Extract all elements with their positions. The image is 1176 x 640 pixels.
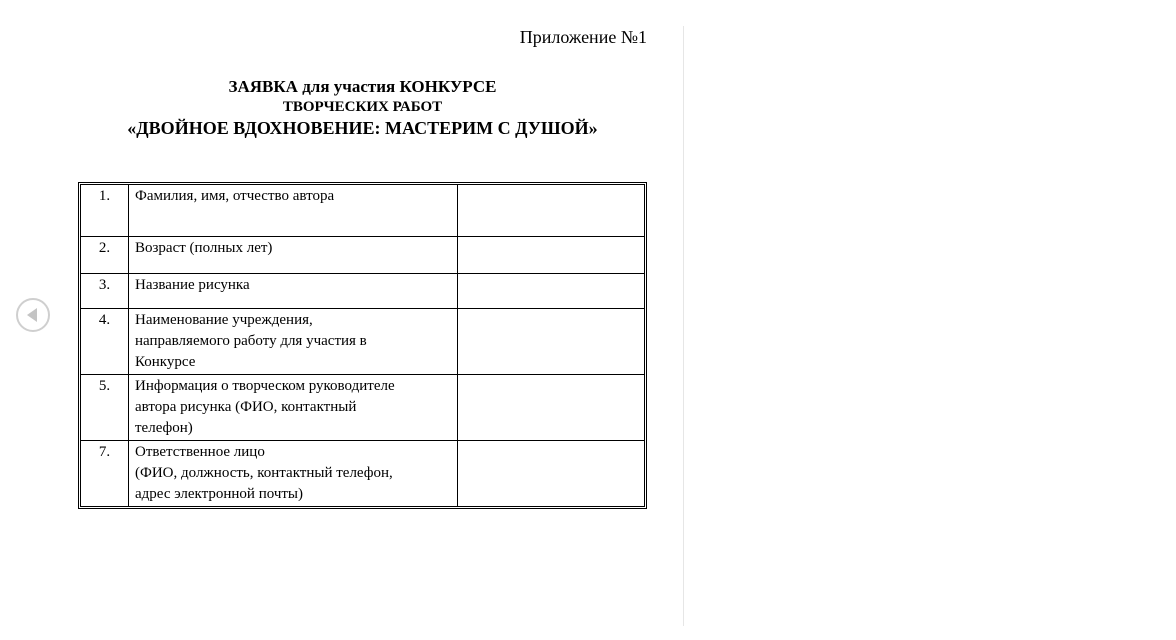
table-row — [81, 441, 645, 507]
row-label-line: автора рисунка (ФИО, контактный — [135, 399, 357, 415]
table-row — [81, 309, 645, 375]
row-value-cell[interactable] — [458, 441, 645, 507]
row-label — [129, 309, 458, 375]
chevron-left-icon — [27, 308, 37, 322]
table-row — [81, 375, 645, 441]
row-label — [129, 441, 458, 507]
row-value-cell[interactable] — [458, 375, 645, 441]
row-label-line: направляемого работу для участия в — [135, 333, 367, 349]
row-label-line: Наименование учреждения, — [135, 312, 313, 328]
row-label — [129, 185, 458, 237]
title-line-3: «ДВОЙНОЕ ВДОХНОВЕНИЕ: МАСТЕРИМ С ДУШОЙ» — [127, 118, 598, 138]
row-value-cell[interactable] — [458, 309, 645, 375]
appendix-label: Приложение №1 — [519, 27, 647, 47]
title-line-1: ЗАЯВКА для участия КОНКУРСЕ — [228, 77, 497, 96]
row-label-line: Название рисунка — [135, 277, 250, 293]
row-number: 4. — [81, 309, 129, 375]
page-divider — [683, 26, 684, 626]
row-label — [129, 274, 458, 309]
row-label — [129, 237, 458, 274]
row-label-line: Возраст (полных лет) — [135, 240, 273, 256]
title-line-2: ТВОРЧЕСКИХ РАБОТ — [282, 99, 443, 115]
row-label-line: Ответственное лицо — [135, 444, 265, 460]
row-number: 2. — [81, 237, 129, 274]
application-form-table — [78, 182, 647, 509]
row-number: 7. — [81, 441, 129, 507]
previous-page-button[interactable] — [16, 298, 50, 332]
row-number: 1. — [81, 185, 129, 237]
row-number: 3. — [81, 274, 129, 309]
row-label-line: адрес электронной почты) — [135, 486, 304, 502]
document-title — [78, 77, 647, 139]
row-label-line: (ФИО, должность, контактный телефон, — [135, 465, 393, 481]
row-label-line: Конкурсе — [135, 354, 196, 370]
row-number: 5. — [81, 375, 129, 441]
row-label-line: Информация о творческом руководителе — [135, 378, 395, 394]
row-label-line: телефон) — [135, 420, 193, 436]
row-value-cell[interactable] — [458, 274, 645, 309]
row-value-cell[interactable] — [458, 185, 645, 237]
row-value-cell[interactable] — [458, 237, 645, 274]
table-row — [81, 237, 645, 274]
table-row — [81, 185, 645, 237]
table-row — [81, 274, 645, 309]
row-label-line: Фамилия, имя, отчество автора — [135, 188, 335, 204]
row-label — [129, 375, 458, 441]
